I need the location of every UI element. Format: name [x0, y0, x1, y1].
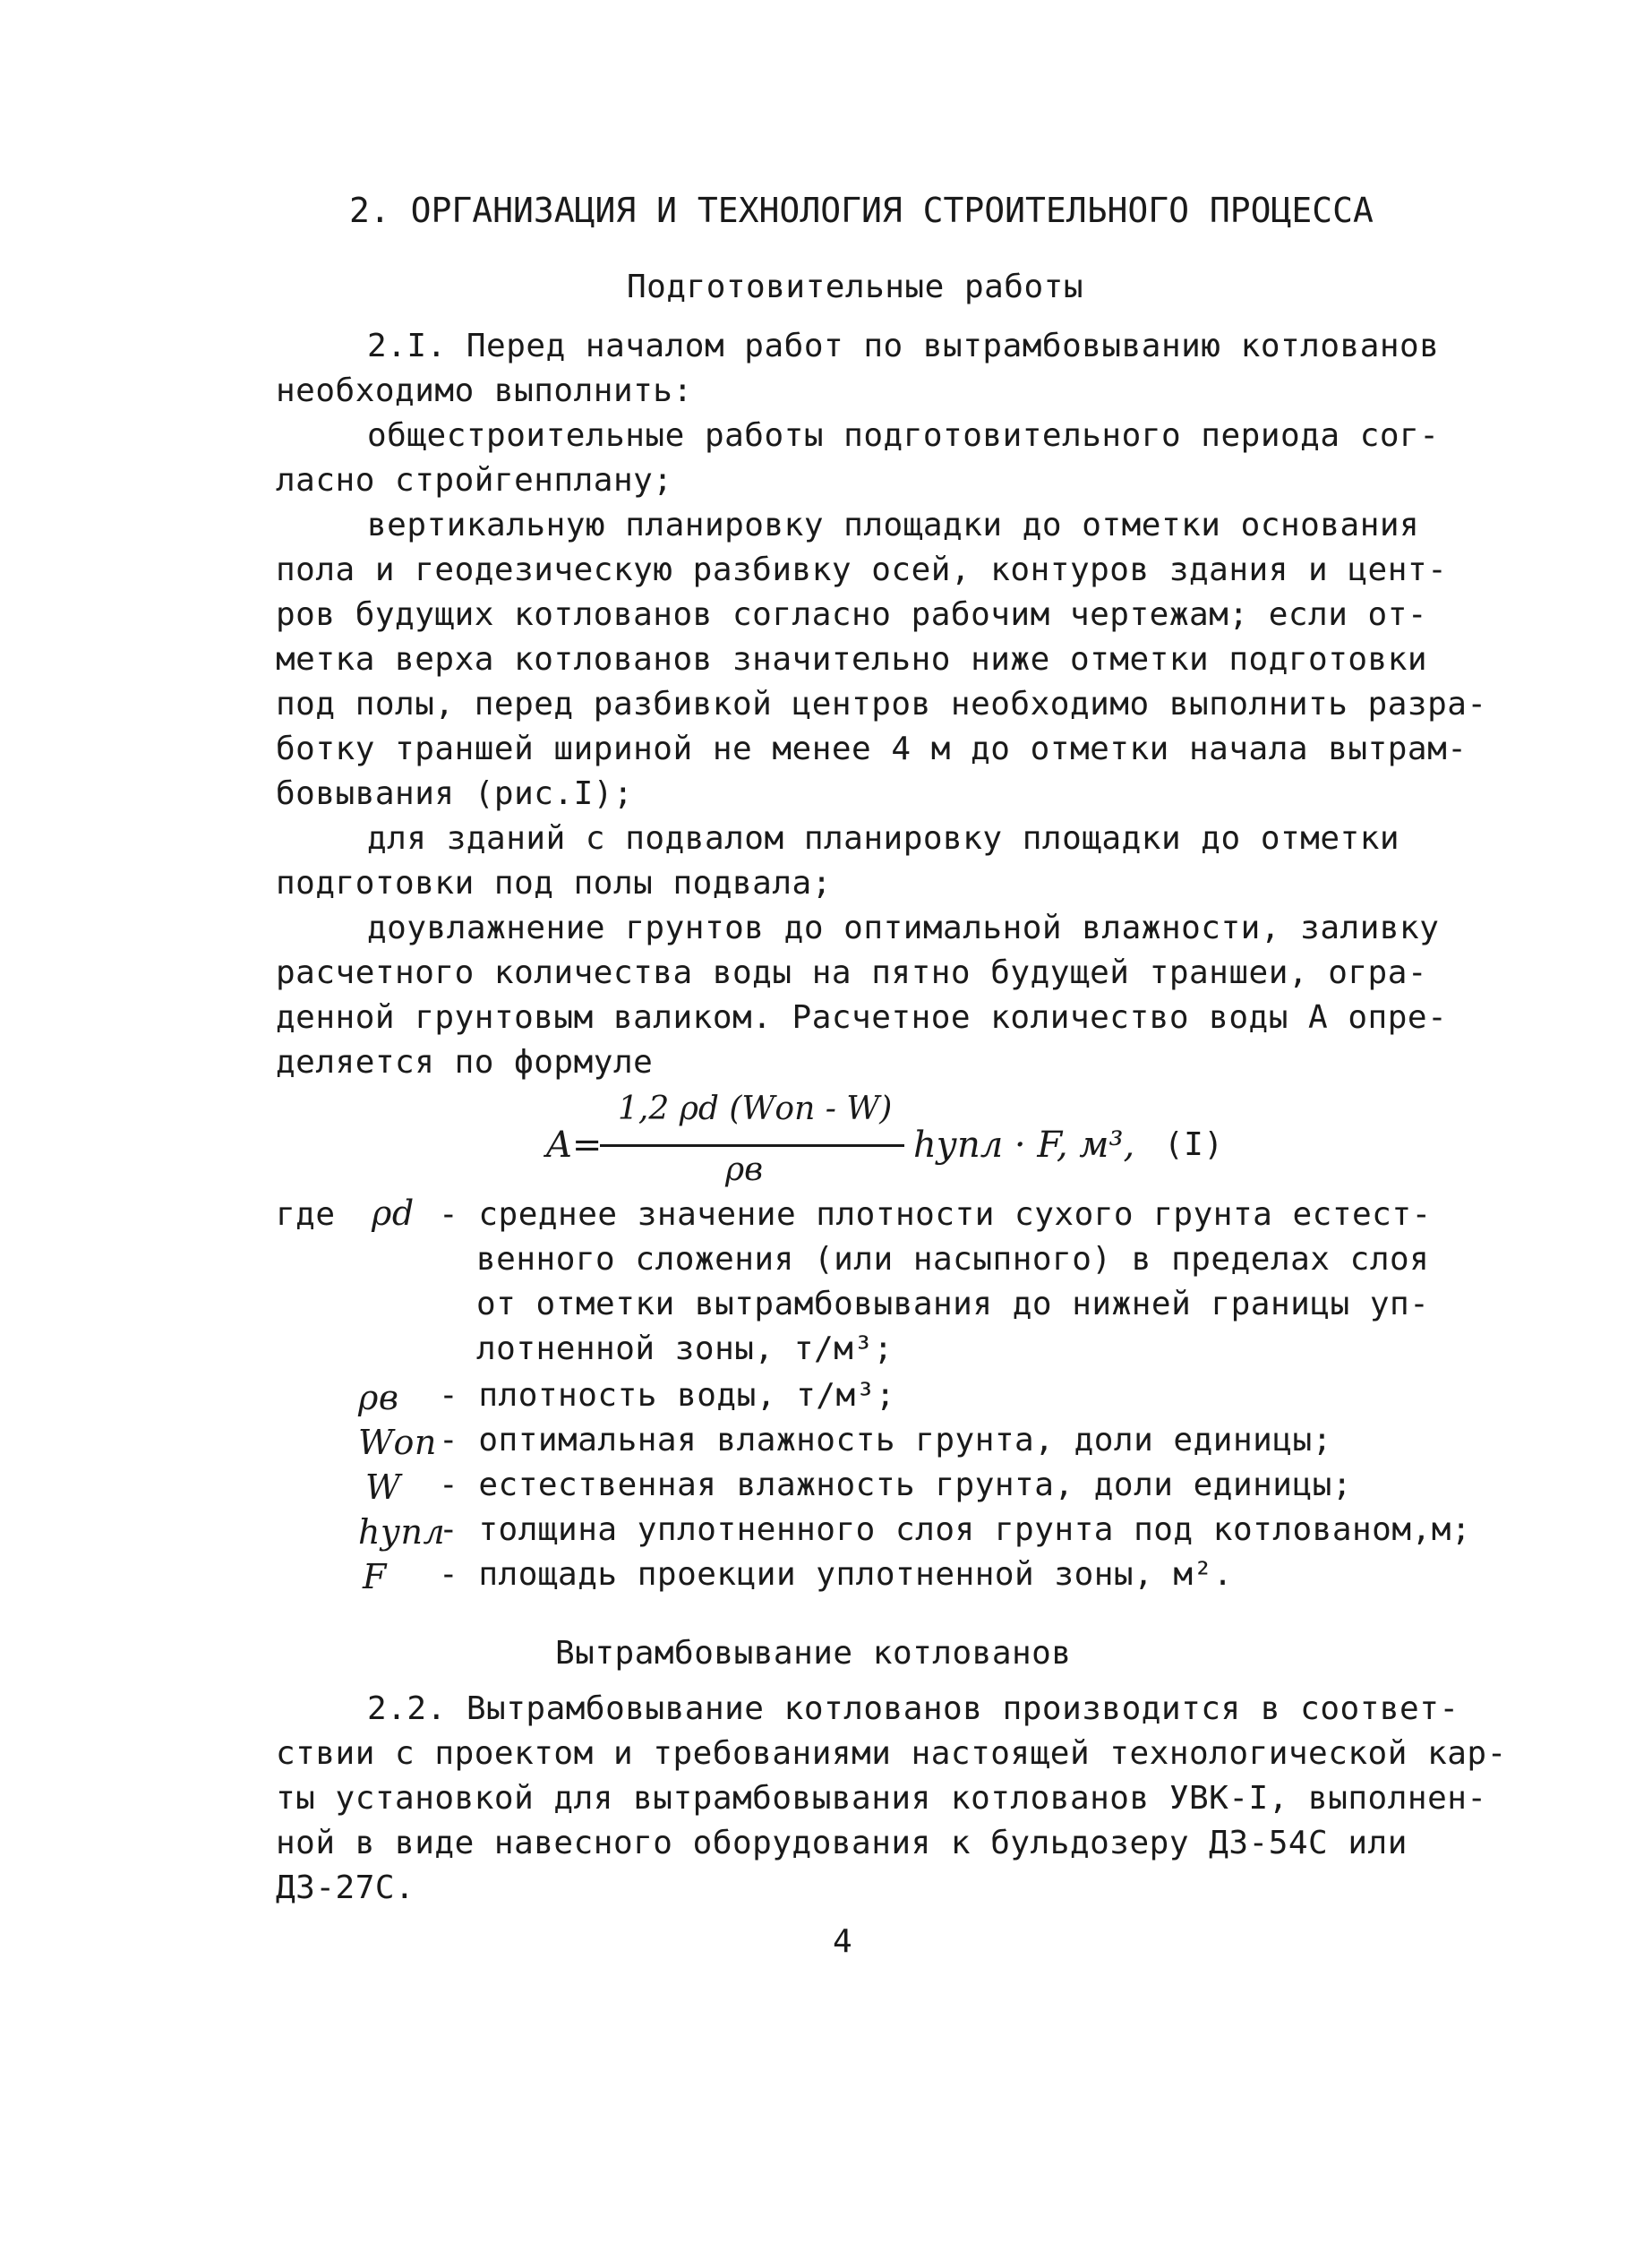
- paragraph-line: 2.I. Перед началом работ по вытрамбовыванию котлованов: [367, 328, 1440, 364]
- paragraph-line: пола и геодезическую разбивку осей, контуров здания и цент-: [276, 552, 1448, 588]
- legend-where-label: где: [276, 1196, 336, 1233]
- formula-numerator: 1,2 ρd (Wоп - W): [618, 1091, 893, 1127]
- paragraph-line: подготовки под полы подвала;: [276, 865, 832, 902]
- paragraph-line: общестроительные работы подготовительного периода сог-: [367, 417, 1440, 454]
- legend-symbol-rho-d: ρd: [372, 1193, 415, 1233]
- paragraph-line: необходимо выполнить:: [276, 372, 693, 409]
- legend-symbol-h-upl: hупл: [358, 1512, 446, 1552]
- legend-description: - естественная влажность грунта, доли единицы;: [439, 1467, 1352, 1503]
- section-title-preparatory: Подготовительные работы: [627, 269, 1083, 305]
- paragraph-line: вертикальную планировку площадки до отметки основания: [367, 507, 1420, 543]
- formula-number: (I): [1164, 1126, 1224, 1163]
- legend-description: от отметки вытрамбовывания до нижней границы уп-: [476, 1286, 1430, 1322]
- paragraph-line: деляется по формуле: [276, 1044, 654, 1081]
- chapter-heading: 2. ОРГАНИЗАЦИЯ И ТЕХНОЛОГИЯ СТРОИТЕЛЬНОГО ПРОЦЕССА: [349, 191, 1374, 230]
- legend-symbol-w: W: [365, 1467, 401, 1507]
- paragraph-line: доувлажнение грунтов до оптимальной влажности, заливку: [367, 910, 1440, 946]
- formula-water-amount: [546, 1091, 1263, 1207]
- page-number: 4: [833, 1923, 853, 1960]
- paragraph-line: метка верха котлованов значительно ниже отметки подготовки: [276, 641, 1428, 678]
- legend-description: - среднее значение плотности сухого грунта естест-: [439, 1196, 1432, 1233]
- paragraph-line: расчетного количества воды на пятно будущей траншеи, огра-: [276, 954, 1428, 991]
- paragraph-line: ров будущих котлованов согласно рабочим чертежам; если от-: [276, 596, 1428, 633]
- legend-description: венного сложения (или насыпного) в пределах слоя: [476, 1241, 1430, 1278]
- paragraph-line: денной грунтовым валиком. Расчетное количество воды А опре-: [276, 999, 1448, 1036]
- formula-lhs: A=: [546, 1125, 603, 1166]
- paragraph-line: ДЗ-27С.: [276, 1869, 415, 1906]
- paragraph-line: ботку траншей шириной не менее 4 м до отметки начала вытрам-: [276, 731, 1468, 767]
- legend-description: - площадь проекции уплотненной зоны, м².: [439, 1556, 1233, 1593]
- legend-symbol-rho-v: ρв: [358, 1378, 399, 1417]
- paragraph-line: бовывания (рис.I);: [276, 775, 634, 812]
- section-title-tamping: Вытрамбовывание котлованов: [555, 1635, 1072, 1672]
- legend-symbol-f: F: [363, 1557, 387, 1596]
- fraction-bar: [600, 1144, 904, 1147]
- paragraph-line: для зданий с подвалом планировку площадки до отметки: [367, 820, 1400, 857]
- legend-description: лотненной зоны, т/м³;: [476, 1330, 894, 1367]
- paragraph-line: под полы, перед разбивкой центров необходимо выполнить разра-: [276, 686, 1487, 723]
- formula-rest: hупл · F, м³,: [913, 1125, 1135, 1166]
- paragraph-line: ной в виде навесного оборудования к бульдозеру ДЗ-54С или: [276, 1825, 1408, 1861]
- paragraph-line: 2.2. Вытрамбовывание котлованов производится в соответ-: [367, 1690, 1459, 1727]
- legend-description: - плотность воды, т/м³;: [439, 1377, 895, 1414]
- legend-description: - толщина уплотненного слоя грунта под котлованом,м;: [439, 1511, 1472, 1548]
- legend-symbol-w-opt: Wоп: [358, 1423, 437, 1462]
- legend-description: - оптимальная влажность грунта, доли единицы;: [439, 1422, 1332, 1459]
- paragraph-line: ты установкой для вытрамбовывания котлованов УВК-I, выполнен-: [276, 1780, 1487, 1817]
- formula-denominator: ρв: [725, 1151, 764, 1188]
- paragraph-line: ствии с проектом и требованиями настоящей технологической кар-: [276, 1735, 1507, 1772]
- paragraph-line: ласно стройгенплану;: [276, 462, 673, 499]
